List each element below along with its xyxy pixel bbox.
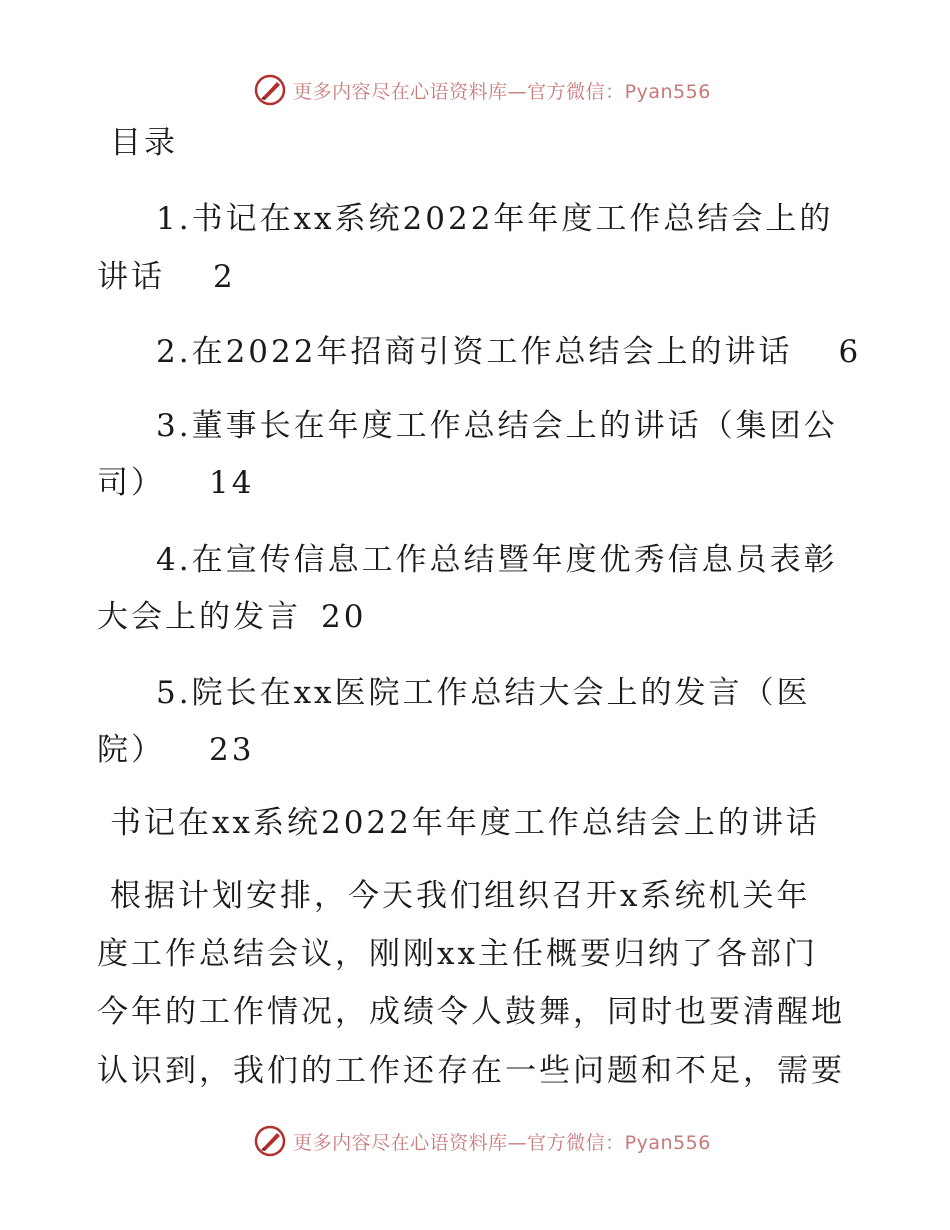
toc-item-4-text: 大会上的发言	[97, 599, 301, 635]
banner-text: 更多内容尽在心语资料库—官方微信：Pyan556	[293, 80, 711, 103]
toc-item-3-text: 司）	[97, 465, 165, 501]
toc-item-2-text: 2.在2022年招商引资工作总结会上的讲话	[156, 334, 793, 370]
article-heading: 书记在xx系统2022年年度工作总结会上的讲话	[110, 805, 820, 841]
toc-item-3-line2	[97, 465, 255, 501]
article-line-2: 度工作总结会议，刚刚xx主任概要归纳了各部门	[97, 936, 818, 972]
banner-content	[253, 73, 711, 107]
toc-item-3-line1: 3.董事长在年度工作总结会上的讲话（集团公	[156, 408, 838, 444]
toc-item-1-line1: 1.书记在xx系统2022年年度工作总结会上的	[156, 201, 834, 237]
footer-banner-content	[253, 1124, 711, 1158]
header-banner	[0, 70, 950, 110]
toc-item-2-page: 6	[838, 334, 862, 370]
toc-item-5-text: 院）	[97, 732, 165, 768]
article-line-4: 认识到，我们的工作还存在一些问题和不足，需要	[97, 1053, 845, 1089]
brand-logo-icon	[253, 73, 287, 107]
toc-item-5-line1: 5.院长在xx医院工作总结大会上的发言（医	[156, 675, 811, 711]
toc-item-1-line2	[97, 259, 236, 295]
footer-banner	[0, 1121, 950, 1161]
article-line-1: 根据计划安排，今天我们组织召开x系统机关年	[110, 878, 811, 914]
toc-item-4-line2	[97, 599, 367, 635]
toc-item-5-page: 23	[209, 732, 255, 768]
toc-item-1-page: 2	[213, 259, 236, 295]
toc-item-4-line1: 4.在宣传信息工作总结暨年度优秀信息员表彰	[156, 542, 838, 578]
toc-item-4-page: 20	[321, 599, 367, 635]
toc-item-1-text: 讲话	[97, 259, 165, 295]
toc-item-5-line2	[97, 732, 255, 768]
toc-item-2	[156, 334, 862, 370]
brand-logo-icon	[253, 1124, 287, 1158]
article-line-3: 今年的工作情况，成绩令人鼓舞，同时也要清醒地	[97, 994, 845, 1030]
toc-item-3-page: 14	[209, 465, 255, 501]
footer-banner-text: 更多内容尽在心语资料库—官方微信：Pyan556	[293, 1131, 711, 1154]
toc-title: 目录	[110, 125, 178, 161]
